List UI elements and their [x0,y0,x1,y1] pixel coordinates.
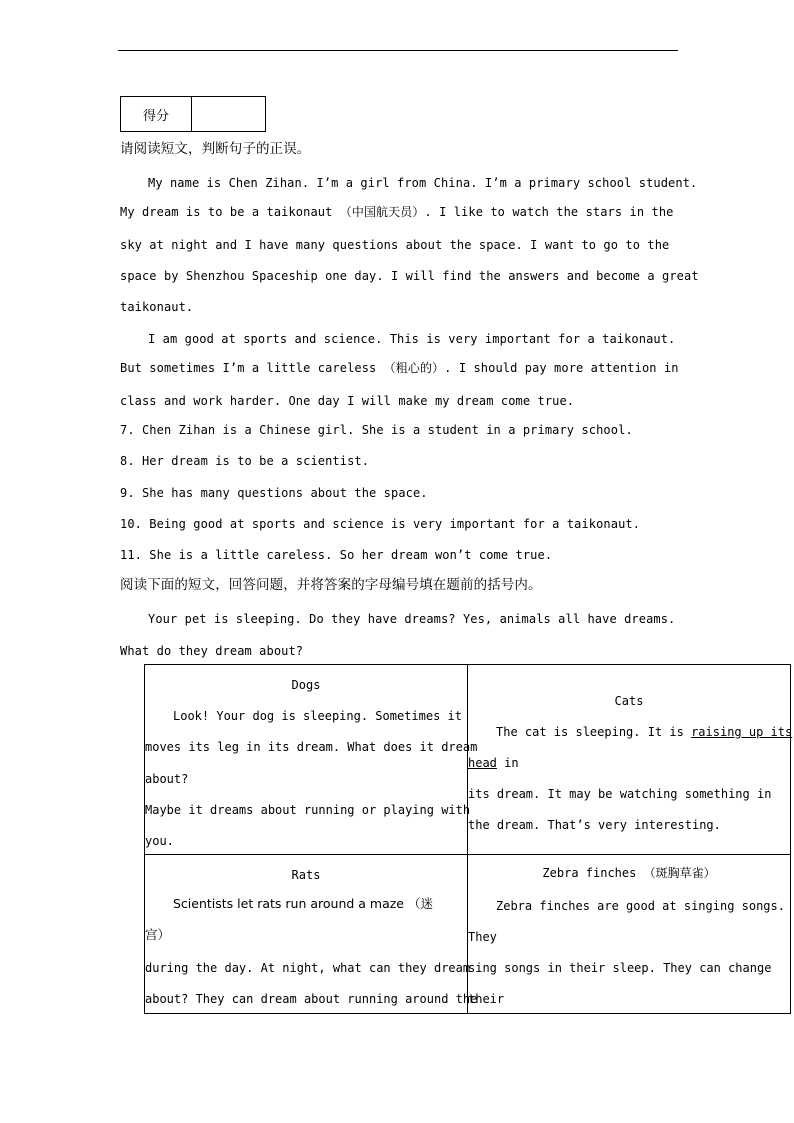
finches-line: sing songs in their sleep. They can change [468,961,772,975]
rats-title: Rats [291,868,321,882]
rats-line: Scientists let rats run around a maze （迷 [173,896,433,911]
dogs-line: Look! Your dog is sleeping. Sometimes it [173,709,462,723]
passage-line: My name is Chen Zihan. I’m a girl from China. I’m a primary school student. [148,176,698,190]
finches-line: Zebra finches are good at singing songs. [496,899,785,913]
section2-intro-line: Your pet is sleeping. Do they have dreams? Yes, animals all have dreams. [148,612,676,626]
header-rule [118,50,678,51]
passage-line: taikonaut. [120,300,194,314]
cats-line-text: in [496,756,519,770]
score-value-field[interactable] [192,97,265,131]
rats-line: during the day. At night, what can they dream [145,961,471,975]
passage-line: space by Shenzhou Spaceship one day. I will find the answers and become a great [120,269,699,283]
dogs-cell [145,665,478,855]
cats-line: its dream. It may be watching something in [468,787,772,801]
cats-line: the dream. That’s very interesting. [468,818,721,832]
question-11: 11. She is a little careless. So her dream won’t come true. [120,548,553,562]
section1-instruction: 请阅读短文，判断句子的正误。 [120,141,311,157]
question-8: 8. Her dream is to be a scientist. [120,454,370,468]
finches-cell [468,855,791,1014]
section2-instruction: 阅读下面的短文，回答问题，并将答案的字母编号填在题前的括号内。 [120,577,542,593]
dogs-title: Dogs [291,678,321,692]
rats-line: 宫） [145,927,171,942]
cats-line [496,724,792,740]
underlined-phrase: raising up its [691,725,793,739]
cats-title: Cats [614,694,644,708]
cats-line-text: The cat is sleeping. It is [496,725,692,739]
finches-line: their [468,992,505,1006]
score-box [120,96,266,132]
dogs-line: Maybe it dreams about running or playing with [145,803,471,817]
rats-line: about? They can dream about running around the [145,992,478,1006]
question-9: 9. She has many questions about the space. [120,486,428,500]
passage-line: But sometimes I’m a little careless （粗心的）. I should pay more attention in [120,361,679,375]
passage-line: My dream is to be a taikonaut （中国航天员）. I like to watch the stars in the [120,205,674,219]
dogs-line: about? [145,772,189,786]
cats-line [468,755,519,771]
cats-cell [468,665,791,855]
dogs-line: moves its leg in its dream. What does it dream [145,740,478,754]
finches-line: They [468,930,497,944]
section2-intro-line: What do they dream about? [120,644,304,658]
question-10: 10. Being good at sports and science is very important for a taikonaut. [120,517,641,531]
finches-title: Zebra finches （斑胸草雀） [542,866,716,880]
score-label: 得分 [121,97,192,131]
animal-dreams-table [144,664,791,1014]
passage-line: sky at night and I have many questions about the space. I want to go to the [120,238,670,252]
dogs-line: you. [145,834,174,848]
passage-line: I am good at sports and science. This is very important for a taikonaut. [148,332,676,346]
rats-cell [145,855,478,1014]
underlined-phrase: head [468,756,497,770]
passage-line: class and work harder. One day I will make my dream come true. [120,394,575,408]
question-7: 7. Chen Zihan is a Chinese girl. She is a student in a primary school. [120,423,633,437]
